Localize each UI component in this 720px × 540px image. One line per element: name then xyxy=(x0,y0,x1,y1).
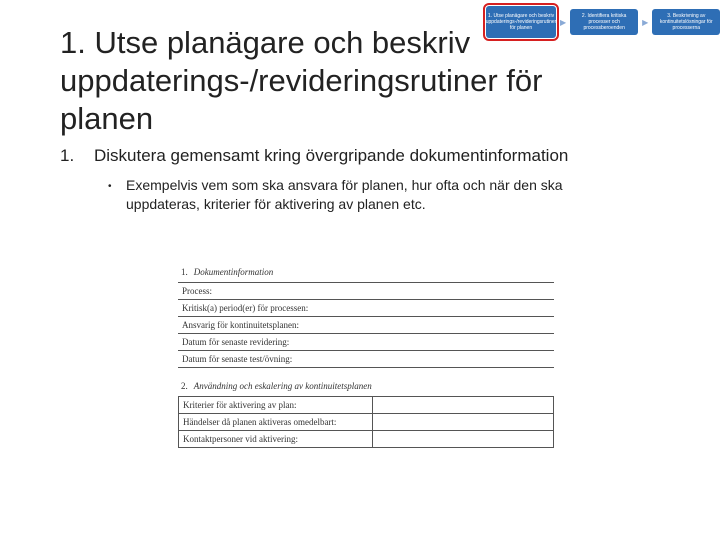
table-cell: Kritisk(a) period(er) för processen: xyxy=(178,300,554,317)
table-row xyxy=(178,317,554,334)
table-row xyxy=(178,300,554,317)
sub-bullet-text: Exempelvis vem som ska ansvara för planen, hur ofta och när den ska uppdateras, kriterier för aktivering av planen etc. xyxy=(126,177,563,212)
process-step-3-label: 3. Beskrivning av kontinuitetslösningar för processerna xyxy=(659,13,713,31)
process-step-1-label: 1. Utse planägare och beskriv uppdaterings-/revideringsrutiner för planen xyxy=(485,13,557,31)
table-cell: Kriterier för aktivering av plan: xyxy=(179,397,373,414)
table-cell: Kontaktpersoner vid aktivering: xyxy=(179,431,373,448)
arrow-right-icon: ▶ xyxy=(642,17,649,27)
table-cell-empty xyxy=(373,414,554,431)
bullet-icon: • xyxy=(108,181,112,192)
table-cell: Process: xyxy=(178,283,554,300)
slide-title: 1. Utse planägare och beskriv uppdaterings-/revideringsrutiner för planen xyxy=(60,25,543,136)
table-cell-empty xyxy=(373,397,554,414)
table-row xyxy=(179,431,554,448)
numbered-list-item xyxy=(60,146,568,166)
arrow-right-icon: ▶ xyxy=(560,17,567,27)
table-cell: Ansvarig för kontinuitetsplanen: xyxy=(178,317,554,334)
list-item-text: Diskutera gemensamt kring övergripande dokumentinformation xyxy=(94,146,569,165)
table-row xyxy=(178,351,554,368)
section-number: 1. xyxy=(181,267,188,277)
table-row xyxy=(178,334,554,351)
document-form-image xyxy=(178,262,554,448)
process-step-3 xyxy=(652,9,720,35)
list-item-number: 1. xyxy=(60,146,75,165)
section-number: 2. xyxy=(181,381,188,391)
sub-bullet xyxy=(108,176,628,214)
form-section-1-heading xyxy=(178,262,554,282)
table-cell-empty xyxy=(373,431,554,448)
form-section-1-table xyxy=(178,282,554,368)
table-cell: Händelser då planen aktiveras omedelbart: xyxy=(179,414,373,431)
section-heading-text: Användning och eskalering av kontinuitetsplanen xyxy=(193,381,372,391)
table-row xyxy=(179,414,554,431)
table-row xyxy=(179,397,554,414)
process-step-2-label: 2. Identifiera kritiska processer och processberoenden xyxy=(581,13,627,31)
table-row xyxy=(178,283,554,300)
section-heading-text: Dokumentinformation xyxy=(193,267,274,277)
form-section-2-heading xyxy=(178,376,554,396)
table-cell: Datum för senaste revidering: xyxy=(178,334,554,351)
table-cell: Datum för senaste test/övning: xyxy=(178,351,554,368)
form-section-2-table xyxy=(178,396,554,448)
